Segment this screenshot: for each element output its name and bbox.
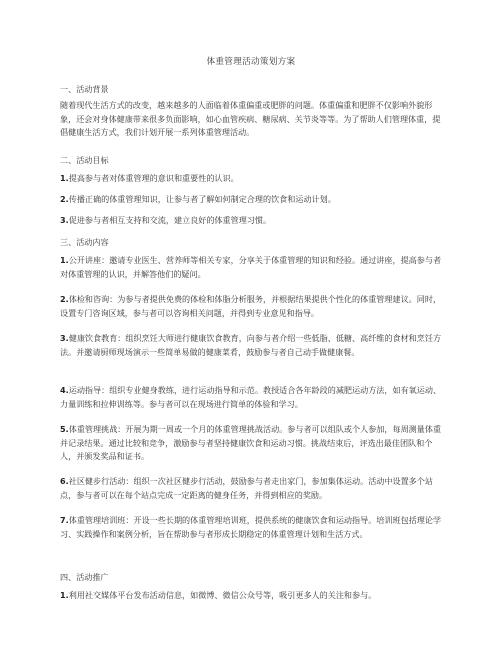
item-number: 2. bbox=[60, 194, 69, 204]
item-number: 4. bbox=[60, 385, 69, 395]
item-text: 利用社交媒体平台发布活动信息，如微博、微信公众号等，吸引更多人的关注和参与。 bbox=[68, 590, 377, 600]
item-text: 体检和咨询：为参与者提供免费的体检和体脂分析服务，并根据结果提供个性化的体重管理建议。同时，设置专门咨询区域，参与者可以咨询相关问题，并得到专业意见和指导。 bbox=[60, 294, 442, 318]
content-item bbox=[60, 332, 448, 359]
section-heading-promotion: 四、活动推广 bbox=[60, 572, 109, 582]
item-text: 社区健步行活动：组织一次社区健步行活动，鼓励参与者走出家门，参加集体运动。活动中设置多个站点，参与者可以在每个站点完成一定距离的健身任务，并得到相应的奖励。 bbox=[60, 476, 433, 500]
item-number: 3. bbox=[60, 215, 69, 225]
item-number: 3. bbox=[60, 333, 69, 343]
item-text: 提高参与者对体重管理的意识和重要性的认识。 bbox=[68, 173, 239, 183]
item-text: 公开讲座：邀请专业医生、营养师等相关专家，分享关于体重管理的知识和经验。通过讲座，提高参与者对体重管理的认识，并解答他们的疑问。 bbox=[60, 255, 442, 279]
content-item bbox=[60, 254, 448, 281]
goal-item bbox=[60, 172, 448, 186]
background-paragraph bbox=[60, 99, 448, 140]
item-number: 7. bbox=[60, 515, 69, 525]
item-text: 体重管理培训班：开设一些长期的体重管理培训班，提供系统的健康饮食和运动指导。培训班包括理论学习、实践操作和案例分析，旨在帮助参与者形成长期稳定的体重管理计划和生活方式。 bbox=[60, 515, 442, 539]
content-item bbox=[60, 423, 448, 464]
section-heading-goals: 二、活动目标 bbox=[60, 155, 109, 165]
item-number: 1. bbox=[60, 173, 69, 183]
item-text: 体重管理挑战：开展为期一周或一个月的体重管理挑战活动。参与者可以组队或个人参加，每周测量体重并记录结果。通过比较和竞争，激励参与者坚持健康饮食和运动习惯。挑战结束后，评选出最佳团队和个人，并颁发奖品和证书。 bbox=[60, 424, 442, 462]
goal-item bbox=[60, 193, 448, 207]
content-item bbox=[60, 384, 448, 411]
item-text: 健康饮食教育：组织烹饪大师进行健康饮食教育，向参与者介绍一些低脂、低糖、高纤维的食材和烹饪方法。并邀请厨师现场演示一些简单易做的健康菜肴，鼓励参与者自己动手做健康餐。 bbox=[60, 333, 442, 357]
content-item bbox=[60, 293, 448, 320]
content-item bbox=[60, 475, 448, 502]
content-item bbox=[60, 514, 448, 541]
section-heading-background: 一、活动背景 bbox=[60, 84, 109, 94]
item-text: 运动指导：组织专业健身教练，进行运动指导和示范。教授适合各年龄段的减肥运动方法，如有氧运动、力量训练和拉伸训练等。参与者可以在现场进行简单的体验和学习。 bbox=[60, 385, 442, 409]
item-number: 2. bbox=[60, 294, 69, 304]
goal-item bbox=[60, 214, 448, 228]
item-number: 1. bbox=[60, 590, 69, 600]
section-heading-content: 三、活动内容 bbox=[60, 237, 109, 247]
promotion-item bbox=[60, 589, 448, 603]
item-number: 6. bbox=[60, 476, 69, 486]
paragraph-text: 随着现代生活方式的改变，越来越多的人面临着体重偏重或肥胖的问题。体重偏重和肥胖不仅影响外貌形象，还会对身体健康带来很多负面影响，如心血管疾病、糖尿病、关节炎等等。为了帮助人们管理体重，提倡健康生活方式，我们计划开展一系列体重管理活动。 bbox=[60, 100, 441, 138]
item-number: 1. bbox=[60, 255, 69, 265]
item-text: 传播正确的体重管理知识，让参与者了解如何制定合理的饮食和运动计划。 bbox=[68, 194, 336, 204]
item-number: 5. bbox=[60, 424, 69, 434]
document-title: 体重管理活动策划方案 bbox=[206, 57, 296, 67]
item-text: 促进参与者相互支持和交流，建立良好的体重管理习惯。 bbox=[68, 215, 272, 225]
